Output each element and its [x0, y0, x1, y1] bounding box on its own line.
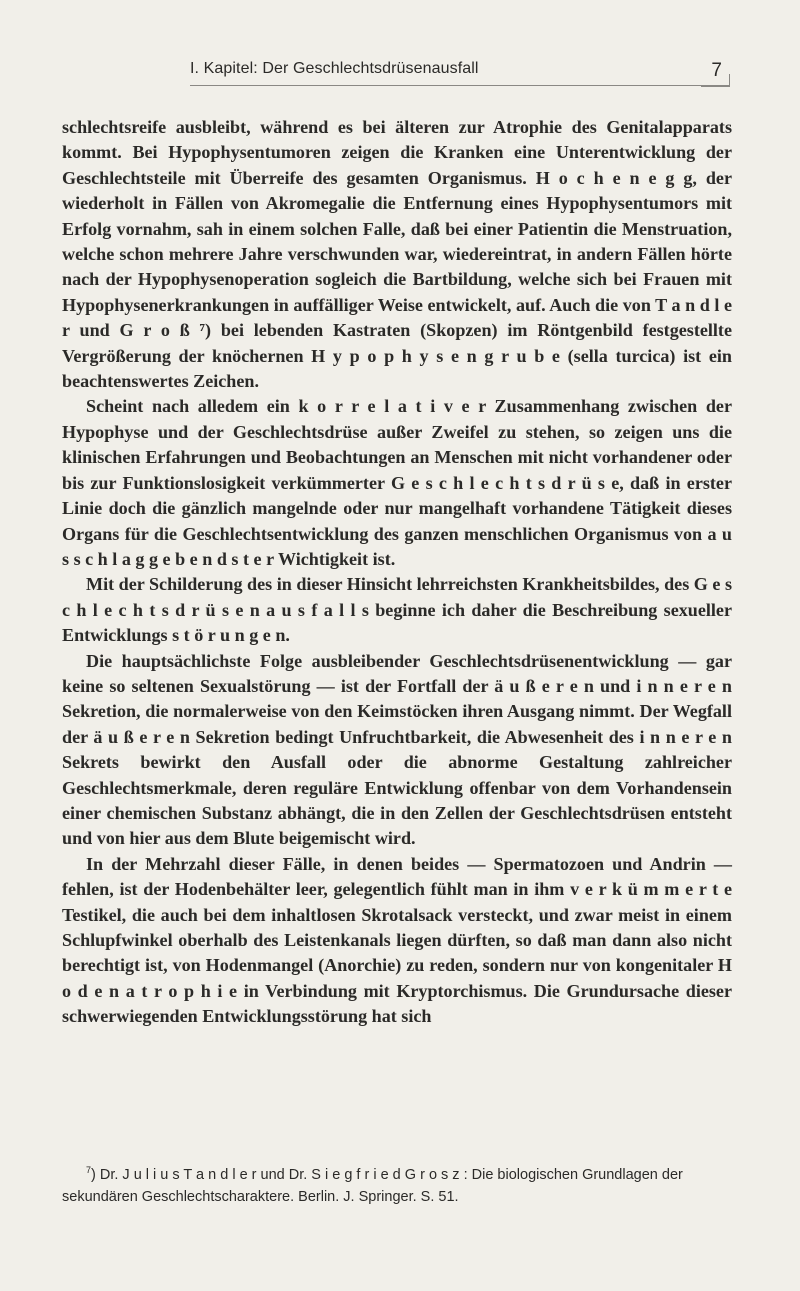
- page-number: 7: [711, 60, 722, 81]
- footnote-text: ) Dr. J u l i u s T a n d l e r und Dr. S i e g f r i e d G r o s z : Die biologischen Grundlagen der sekundären Geschlechtscharaktere. Berlin. J. Springer. S. 51.: [62, 1167, 683, 1205]
- paragraph-1: schlechtsreife ausbleibt, während es bei älteren zur Atrophie des Genitalapparats kommt. Bei Hypophysentumoren zeigen die Kranken eine Unterentwicklung der Geschlechtsteile mit Überreife des gesamten Organismus. H o c h e n e g g, der wiederholt in Fällen von Akromegalie die Entfernung eines Hypophysentumors mit Erfolg vornahm, sah in einem solchen Falle, daß bei einer Patientin die Menstruation, welche schon mehrere Jahre verschwunden war, wiedereintrat, in andern Fällen hörte nach der Hypophysenoperation sogleich die Bartbildung, welche sich bei Frauen mit Hypophysenerkrankungen in auffälliger Weise entwickelt, auf. Auch die von T a n d l e r und G r o ß ⁷) bei lebenden Kastraten (Skopzen) im Röntgenbild festgestellte Vergrößerung der knöchernen H y p o p h y s e n g r u b e (sella turcica) ist ein beachtenswertes Zeichen.: [62, 117, 732, 392]
- paragraph-5: In der Mehrzahl dieser Fälle, in denen beides — Spermatozoen und Andrin — fehlen, ist der Hodenbehälter leer, gelegentlich fühlt man in ihm v e r k ü m m e r t e Testikel, die auch bei dem inhaltlosen Skrotalsack versteckt, und zwar meist in einem Schlupfwinkel oberhalb des Leistenkanals liegen dürften, so daß man dann also nicht berechtigt ist, von Hodenmangel (Anorchie) zu reden, sondern nur von kongenitaler H o d e n a t r o p h i e in Verbindung mit Kryptorchismus. Die Grundursache dieser schwerwiegenden Entwicklungsstörung hat sich: [62, 853, 732, 1027]
- corner-mark: [701, 74, 730, 87]
- main-text: [62, 115, 732, 1030]
- running-title: I. Kapitel: Der Geschlechtsdrüsenausfall: [190, 60, 479, 77]
- footnote: [62, 1164, 732, 1208]
- header-rule: [190, 85, 730, 86]
- paragraph-2: Scheint nach alledem ein k o r r e l a t i v e r Zusammenhang zwischen der Hypophyse und der Geschlechtsdrüse außer Zweifel zu stehen, so zeigen uns die klinischen Erfahrungen und Beobachtungen an Menschen mit nicht vorhandener oder bis zur Funktionslosigkeit verkümmerter G e s c h l e c h t s d r ü s e, daß in erster Linie doch die gänzlich mangelnde oder nur mangelhaft vorhandene Tätigkeit dieses Organs für die Geschlechtsentwicklung des ganzen menschlichen Organismus von a u s s c h l a g g e b e n d s t e r Wichtigkeit ist.: [62, 396, 732, 569]
- paragraph-4: Die hauptsächlichste Folge ausbleibender Geschlechtsdrüsenentwicklung — gar keine so seltenen Sexualstörung — ist der Fortfall der ä u ß e r e n und i n n e r e n Sekretion, die normalerweise von den Keimstöcken ihren Ausgang nimmt. Der Wegfall der ä u ß e r e n Sekretion bedingt Unfruchtbarkeit, die Abwesenheit des i n n e r e n Sekrets bewirkt den Ausfall oder die abnorme Gestaltung zahlreicher Geschlechtsmerkmale, deren reguläre Entwicklung offenbar von dem Vorhandensein einer chemischen Substanz abhängt, die in den Zellen der Geschlechtsdrüsen entsteht und von hier aus dem Blute beigemischt wird.: [62, 650, 732, 849]
- page-header: [190, 60, 730, 90]
- paragraph-3: Mit der Schilderung des in dieser Hinsicht lehrreichsten Krankheitsbildes, des G e s c h l e c h t s d r ü s e n a u s f a l l s beginne ich daher die Beschreibung sexueller Entwicklungs s t ö r u n g e n.: [62, 574, 732, 646]
- footnote-marker: 7: [86, 1165, 92, 1176]
